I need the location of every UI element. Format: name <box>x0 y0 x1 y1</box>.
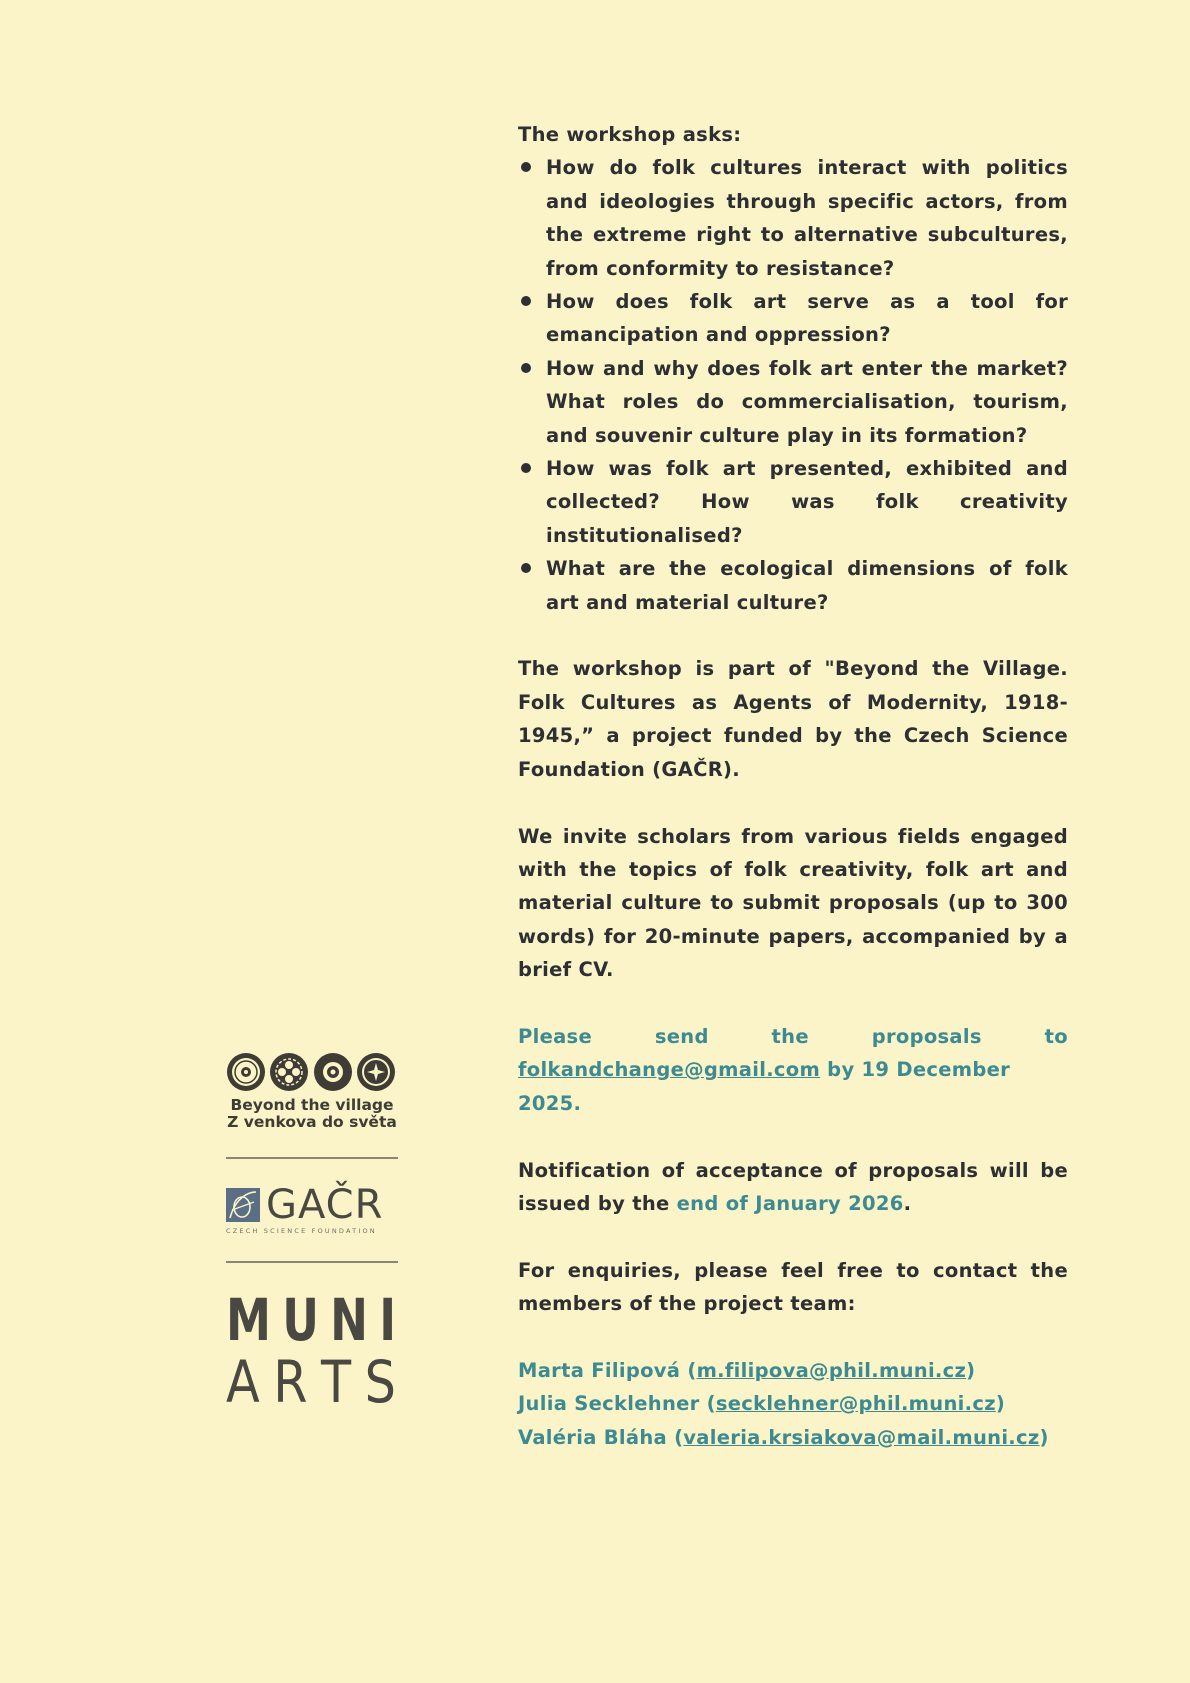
ornament-star-icon <box>356 1052 396 1092</box>
ornament-flower-icon <box>269 1052 309 1092</box>
muni-letter: M <box>226 1286 272 1354</box>
submission-word: send <box>654 1024 709 1048</box>
contact-close: ) <box>1039 1425 1049 1449</box>
contact-close: ) <box>966 1358 976 1382</box>
contact-name: Julia Secklehner ( <box>518 1392 716 1416</box>
ornament-sun-icon <box>226 1052 266 1092</box>
notification-text: Notification of acceptance of proposals will be issued by the <box>518 1158 1068 1215</box>
gacr-wordmark: GAČR <box>266 1182 384 1228</box>
question-item: How does folk art serve as a tool for emancipation and oppression? <box>518 285 1068 352</box>
notification-end: . <box>903 1191 912 1215</box>
submission-word: the <box>771 1024 809 1048</box>
submission-line <box>518 1020 1068 1053</box>
contact-name: Valéria Bláha ( <box>518 1425 684 1449</box>
muni-letter: I <box>379 1286 397 1354</box>
contact-line <box>518 1421 1068 1454</box>
gacr-subtitle: CZECH SCIENCE FOUNDATION <box>226 1227 377 1235</box>
contact-email-link[interactable]: valeria.krsiakova@mail.muni.cz <box>683 1425 1040 1449</box>
muni-letter: U <box>282 1286 319 1354</box>
ornament-ring-icon <box>313 1052 353 1092</box>
question-item: How and why does folk art enter the market? What roles do commercialisation, tourism, and souvenir culture play in its formation? <box>518 352 1068 452</box>
submission-email-link[interactable]: folkandchange@gmail.com <box>518 1058 821 1082</box>
invite-paragraph: We invite scholars from various fields engaged with the topics of folk creativity, folk art and material culture to submit proposals (up to 300 words) for 20-minute papers, accompanied by a brief CV. <box>518 824 1068 982</box>
arts-letter: S <box>364 1348 396 1416</box>
contact-email-link[interactable]: secklehner@phil.muni.cz <box>715 1392 996 1416</box>
muni-arts-logo <box>226 1286 398 1416</box>
submission-word: to <box>1044 1024 1068 1048</box>
notification-date: end of January 2026 <box>676 1191 904 1215</box>
arts-letter: R <box>273 1348 308 1416</box>
main-content <box>518 118 1068 1454</box>
gacr-logo <box>226 1182 398 1235</box>
gacr-emblem-icon <box>226 1188 260 1222</box>
beyond-title-cz: Z venkova do světa <box>227 1113 397 1131</box>
question-item: What are the ecological dimensions of folk art and material culture? <box>518 552 1068 619</box>
contact-line <box>518 1387 1068 1420</box>
contact-close: ) <box>995 1392 1006 1416</box>
logo-divider <box>226 1157 398 1159</box>
contact-name: Marta Filipová ( <box>518 1358 697 1382</box>
workshop-intro: The workshop asks: <box>518 123 742 146</box>
submission-word: Please <box>518 1024 592 1048</box>
enquiries-paragraph: For enquiries, please feel free to contact the members of the project team: <box>518 1258 1068 1316</box>
arts-letter: T <box>321 1348 352 1416</box>
beyond-the-village-logo <box>226 1052 398 1131</box>
muni-letter: N <box>330 1286 369 1354</box>
muni-word <box>226 1286 397 1354</box>
logo-divider <box>226 1261 398 1263</box>
arts-word <box>226 1348 396 1416</box>
question-item: How do folk cultures interact with politics and ideologies through specific actors, from the extreme right to alternative subcultures, from conformity to resistance? <box>518 151 1068 285</box>
submission-email-line <box>518 1053 1068 1120</box>
gacr-mark <box>226 1182 398 1228</box>
beyond-icons <box>226 1052 396 1092</box>
contact-email-link[interactable]: m.filipova@phil.muni.cz <box>696 1358 967 1382</box>
beyond-title-en: Beyond the village <box>230 1096 394 1114</box>
submission-word: proposals <box>871 1024 982 1048</box>
submission-deadline: by 19 December 2025. <box>518 1058 1011 1115</box>
arts-letter: A <box>226 1348 260 1416</box>
logo-column <box>226 1052 398 1416</box>
notification-paragraph <box>518 1154 1068 1221</box>
contact-line <box>518 1354 1068 1387</box>
question-item: How was folk art presented, exhibited and collected? How was folk creativity institutionalised? <box>518 452 1068 552</box>
project-paragraph: The workshop is part of "Beyond the Village. Folk Cultures as Agents of Modernity, 1918-1945,” a project funded by the Czech Science Foundation (GAČR). <box>518 657 1068 781</box>
beyond-text <box>226 1097 398 1131</box>
question-list <box>518 151 1068 619</box>
